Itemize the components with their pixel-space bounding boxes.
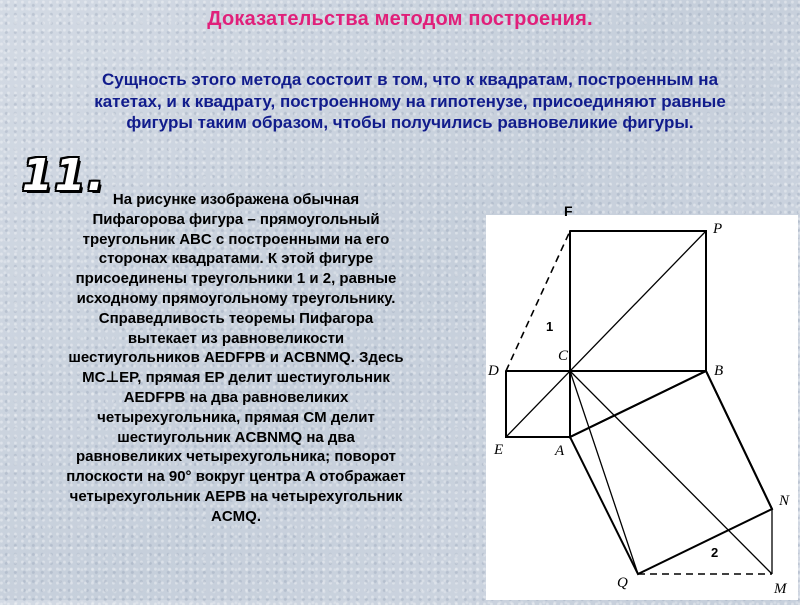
label-p: P [713,221,723,237]
section-number: 11. [22,150,106,201]
proof-line: шестиугольник ACBNMQ на два [117,428,355,446]
proof-line: AEDFPB на два равновеликих [123,388,349,406]
label-c: C [558,348,569,364]
line-ep [506,231,706,437]
label-f: F [564,203,573,219]
proof-line: сторонах квадратами. К этой фигуре [98,250,374,268]
label-e: E [494,442,504,458]
label-a: A [555,443,565,459]
proof-line: плоскости на 90° вокруг центра A отображает [66,468,406,486]
proof-line: равновеликих четырехугольника; поворот [75,448,397,466]
pythagoras-diagram [486,215,798,600]
intro-paragraph: Сущность этого метода состоит в том, что к квадратам, построенным на катетах, и к квадрату, построенному на гипотенузе, присоединяют равные фигуры таким образом, чтобы получились равновеликие фигуры. [94,70,726,132]
proof-text [6,190,466,527]
pythagoras-figure [486,215,798,600]
proof-line: На рисунке изображена обычная [112,191,360,208]
proof-line: Справедливость теоремы Пифагора [98,309,374,327]
proof-line: Пифагорова фигура – прямоугольный [92,210,380,228]
page-title: Доказательства методом построения. [207,8,593,30]
proof-line: четырехугольник AEPB на четырехугольник [69,487,403,505]
label-n: N [779,493,790,509]
label-b: B [714,363,724,379]
triangle-abc [570,371,706,437]
label-triangle-2: 2 [711,545,719,560]
label-q: Q [617,575,628,591]
line-c-q [570,371,638,574]
proof-line: присоединены треугольники 1 и 2, равные [75,270,397,288]
label-d: D [488,363,499,379]
proof-line: исходному прямоугольному треугольнику. [76,289,396,307]
segment-bn [706,371,772,509]
proof-line: треугольник ABC с построенными на его [82,230,390,248]
line-cm [570,371,772,574]
proof-line: четырехугольника, прямая CM делит [97,408,375,426]
proof-line: вытекает из равновеликости [127,329,345,347]
proof-line: MC⊥EP, прямая EP делит шестиугольник [82,369,390,387]
proof-line: шестиугольников AEDFPB и ACBNMQ. Здесь [68,349,404,367]
label-triangle-1: 1 [546,319,554,334]
label-m: M [774,581,787,597]
proof-line: ACMQ. [211,507,261,525]
